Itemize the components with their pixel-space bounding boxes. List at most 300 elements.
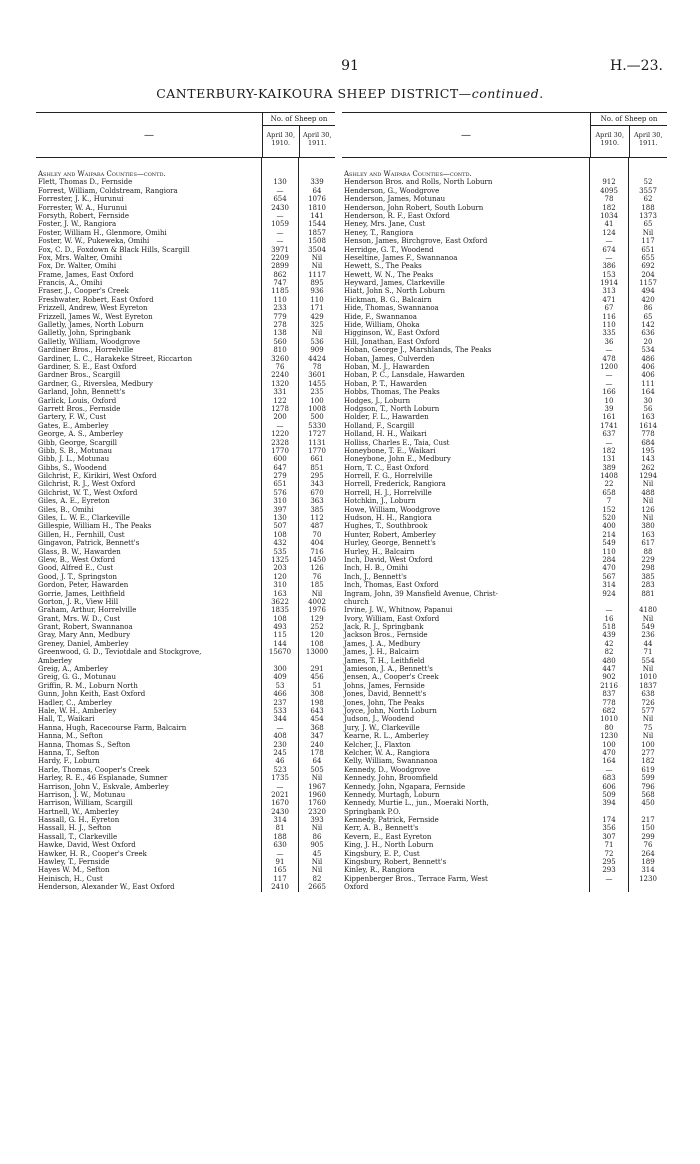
sheep-count-header: No. of Sheep on: [263, 113, 335, 126]
sheep-1910: —: [605, 765, 613, 774]
owner-name: Fox, Dr. Walter, Omihi: [38, 262, 117, 271]
sheep-1911: Nil: [642, 514, 654, 523]
sheep-1910: 471: [602, 295, 616, 304]
sheep-1911: 638: [641, 690, 655, 699]
sheep-1911: Nil: [311, 589, 323, 598]
sheep-1911: 178: [310, 748, 324, 757]
sheep-1911: 661: [310, 455, 324, 464]
sheep-1910: 152: [602, 505, 616, 514]
owner-name: Francis, A., Omihi: [38, 279, 103, 288]
sheep-1910: 533: [273, 707, 287, 715]
owner-name: Inch, Thomas, East Oxford: [344, 581, 439, 590]
sheep-1911: 112: [310, 514, 324, 523]
owner-name: James, J. A., Medbury: [344, 639, 421, 648]
sheep-1911: 56: [643, 404, 653, 413]
owner-name: Kennedy, Murtagh, Loburn: [344, 790, 440, 799]
owner-name: Gibb, S. B., Motunau: [38, 446, 112, 455]
sheep-1910: 331: [273, 388, 287, 397]
sheep-1911: 198: [310, 698, 324, 707]
sheep-1911: 1076: [308, 195, 326, 204]
sheep-1911: Nil: [311, 253, 323, 262]
sheep-1910-values: [590, 158, 628, 892]
owner-name: Gilchrist, R. J., West Oxford: [38, 480, 136, 489]
sheep-1911: 363: [310, 497, 324, 506]
owner-name: Giles, A. E., Eyreton: [38, 497, 110, 506]
sheep-1910: 131: [602, 455, 616, 464]
owner-name: Henderson, John Robert, South Loburn: [344, 203, 484, 212]
page-title: [0, 86, 700, 101]
owner-name: Forsyth, Robert, Fernside: [38, 211, 129, 220]
sheep-1910: 108: [273, 530, 287, 539]
sheep-1910: —: [276, 237, 284, 246]
sheep-1911: 110: [310, 295, 324, 304]
sheep-1911: 277: [641, 748, 655, 757]
sheep-1911-values: [298, 158, 335, 892]
sheep-1911: 314: [641, 866, 655, 875]
owner-name: Jensen, A., Cooper's Creek: [344, 673, 439, 682]
owner-name: Henderson, G., Woodgrove: [344, 186, 440, 195]
sheep-1911: 936: [310, 287, 324, 296]
sheep-1910: 81: [275, 824, 285, 833]
owner-name: Hurley, H., Balcairn: [344, 547, 415, 556]
sheep-1911: 881: [641, 589, 655, 598]
owner-name: Freshwater, Robert, East Oxford: [38, 295, 154, 304]
sheep-1911: 1508: [308, 237, 326, 246]
year-1910-header: April 30, 1910.: [595, 131, 625, 147]
sheep-1910: 46: [275, 757, 285, 766]
left-column-header: [36, 112, 335, 158]
sheep-1911: 217: [641, 816, 655, 825]
sheep-1911: 339: [310, 178, 324, 187]
sheep-1911: 150: [641, 824, 655, 833]
owner-name: Foster, J. W., Rangiora: [38, 220, 117, 229]
owner-name: Kinley, R., Rangiora: [344, 866, 415, 875]
sheep-1911: 88: [643, 547, 653, 556]
sheep-1910: 117: [273, 874, 287, 883]
owner-name: Gibbs, S., Woodend: [38, 463, 107, 472]
sheep-1910: 674: [602, 245, 616, 254]
section-heading: Ashley and Waipara Counties—contd.: [344, 170, 472, 178]
sheep-1911: 393: [310, 816, 324, 825]
owner-name: Good, J. T., Springston: [38, 572, 117, 581]
owner-name: Gardner Bros., Scargill: [38, 371, 121, 380]
owner-name: Irvine, J. W., Whitnow, Papanui: [344, 606, 453, 615]
owner-name: Honeybone, John E., Medbury: [344, 455, 451, 464]
owner-name: Hughes, T., Southbrook: [344, 522, 428, 531]
sheep-1910: 409: [273, 673, 287, 682]
owner-name: Herridge, G. T., Woodend: [344, 245, 434, 254]
sheep-1910: 76: [275, 362, 285, 371]
sheep-1911: 4002: [308, 597, 326, 606]
sheep-1910: 22: [604, 480, 614, 489]
owner-name: Garlick, Louis, Oxford: [38, 396, 117, 405]
sheep-1910: 902: [602, 673, 616, 682]
sheep-1910: —: [605, 379, 613, 388]
sheep-1910: 71: [604, 841, 614, 850]
sheep-1910: —: [605, 606, 613, 615]
owner-name: Hurley, George, Bennett's: [344, 539, 436, 548]
owner-name: Johns, James, Fernside: [344, 681, 425, 690]
owner-name: church: [344, 597, 369, 606]
sheep-1911: 295: [310, 472, 324, 481]
sheep-1911: 380: [641, 522, 655, 531]
sheep-1911: 2320: [308, 807, 326, 816]
sheep-1910: 647: [273, 463, 287, 472]
sheep-1910: —: [276, 421, 284, 430]
sheep-1910: 2116: [600, 681, 618, 690]
sheep-1911: Nil: [311, 774, 323, 783]
sheep-1911: 1010: [639, 673, 657, 682]
sheep-1910: 549: [602, 539, 616, 548]
sheep-1911: 108: [310, 639, 324, 648]
owner-name: Fraser, J., Cooper's Creek: [38, 287, 129, 296]
sheep-1911: 343: [310, 480, 324, 489]
sheep-1910: 651: [273, 480, 287, 489]
sheep-1910: 470: [602, 748, 616, 757]
owner-name: Greig, A., Amberley: [38, 665, 108, 674]
owner-name: Galletly, William, Woodgrove: [38, 337, 140, 346]
owner-name: Ingram, John, 39 Mansfield Avenue, Christ-: [344, 589, 498, 598]
sheep-1910: 523: [273, 765, 287, 774]
owner-name: Henson, James, Birchgrove, East Oxford: [344, 237, 488, 246]
owner-name: Gilchrist, F., Kirikiri, West Oxford: [38, 472, 157, 481]
sheep-1911: Nil: [642, 228, 654, 237]
left-column: [36, 112, 335, 892]
owner-name: Flett, Thomas D., Fernside: [38, 178, 133, 187]
sheep-1910: 67: [604, 304, 614, 313]
owner-name: Kennedy, John, Ngapara, Fernside: [344, 782, 466, 791]
sheep-1911: 171: [310, 304, 324, 313]
sheep-1910: —: [605, 438, 613, 447]
owner-name: Hewett, S., The Peaks: [344, 262, 422, 271]
owner-name: Jackson Bros., Fernside: [344, 631, 428, 640]
sheep-1911: 534: [641, 346, 655, 355]
sheep-1911: 2665: [308, 883, 326, 892]
owner-name: Hoban, James, Culverden: [344, 354, 435, 363]
sheep-1910: —: [605, 346, 613, 355]
sheep-1911: 298: [641, 564, 655, 573]
sheep-1910: 470: [602, 564, 616, 573]
sheep-1910: 637: [602, 430, 616, 439]
sheep-1911: 76: [312, 572, 322, 581]
owner-name: Hodgson, T., North Loburn: [344, 404, 440, 413]
sheep-1910: 230: [273, 740, 287, 749]
sheep-1910: 237: [273, 698, 287, 707]
owner-name: Greney, Daniel, Amberley: [38, 639, 129, 648]
owner-name: Hotchkin, J., Loburn: [344, 497, 416, 506]
sheep-1911: 778: [641, 430, 655, 439]
sheep-1911: 20: [643, 337, 653, 346]
sheep-1911: 100: [641, 740, 655, 749]
sheep-1910: 130: [273, 178, 287, 187]
owner-name: Howe, William, Woodgrove: [344, 505, 440, 514]
sheep-1910: 310: [273, 581, 287, 590]
sheep-1910: 2410: [271, 883, 289, 892]
sheep-1910: 42: [604, 639, 614, 648]
sheep-1910: 188: [273, 832, 287, 841]
sheep-1910: 15670: [268, 648, 292, 657]
sheep-1911: Nil: [311, 329, 323, 338]
sheep-1910: 408: [273, 732, 287, 741]
sheep-1910: 307: [602, 832, 616, 841]
right-table-body: [342, 158, 667, 892]
sheep-1910: 4095: [600, 186, 618, 195]
sheep-1910: 778: [602, 698, 616, 707]
sheep-1910: 447: [602, 665, 616, 674]
sheep-1911: 549: [641, 623, 655, 632]
sheep-1910-values: [262, 158, 298, 892]
owner-name: Harle, Thomas, Cooper's Creek: [38, 765, 150, 774]
year-1910-header: April 30, 1910.: [266, 131, 296, 147]
owner-name: Horrell, H. J., Horrelville: [344, 488, 432, 497]
sheep-1911: 52: [643, 178, 653, 187]
sheep-1910: 1185: [271, 287, 289, 296]
owner-name: Jack, R. J., Springbank: [344, 623, 424, 632]
sheep-1910: 182: [602, 203, 616, 212]
sheep-1911: 619: [641, 765, 655, 774]
sheep-1911: 1770: [308, 446, 326, 455]
owner-name: Hadler, C., Amberley: [38, 698, 112, 707]
sheep-1910: 658: [602, 488, 616, 497]
owner-name: James, T. H., Leithfield: [344, 656, 425, 665]
owner-name: Inch, H. B., Omihi: [344, 564, 408, 573]
sheep-1911: 651: [641, 245, 655, 254]
sheep-1910: [590, 808, 628, 816]
owner-name: Frizzell, James W., West Eyreton: [38, 312, 153, 321]
owner-name: Greig, G. G., Motunau: [38, 673, 116, 682]
sheep-1911: 450: [641, 799, 655, 808]
sheep-1910: 314: [602, 581, 616, 590]
owner-name: Hanna, M., Sefton: [38, 732, 103, 741]
sheep-1911: 325: [310, 321, 324, 330]
sheep-1910: 439: [602, 631, 616, 640]
sheep-1911: 1131: [308, 438, 326, 447]
sheep-1910: 165: [273, 866, 287, 875]
owner-name: Gordon, Peter, Hawarden: [38, 581, 129, 590]
owner-name: Galletly, James, North Loburn: [38, 321, 144, 330]
right-column-header: [342, 112, 667, 158]
sheep-1911: 229: [641, 555, 655, 564]
right-column: [342, 112, 667, 892]
owner-name: Gardiner, S. E., East Oxford: [38, 362, 137, 371]
sheep-1910: 72: [604, 849, 614, 858]
sheep-1910: 164: [602, 757, 616, 766]
sheep-1910: —: [276, 723, 284, 732]
owner-name: Harley, R. E., 46 Esplanade, Sumner: [38, 774, 168, 783]
sheep-1911: 143: [641, 455, 655, 464]
sheep-1911: 494: [641, 287, 655, 296]
sheep-1910: 862: [273, 270, 287, 279]
sheep-1910: 2021: [271, 790, 289, 799]
sheep-1911: 236: [641, 631, 655, 640]
sheep-1910: 1735: [271, 774, 289, 783]
owner-name: Gartery, F. W., Cust: [38, 413, 107, 422]
sheep-1910: 1200: [600, 362, 618, 371]
sheep-1910: 161: [602, 413, 616, 422]
sheep-1911: 1857: [308, 228, 326, 237]
sheep-1910: 394: [602, 799, 616, 808]
sheep-1911: 62: [643, 195, 653, 204]
owner-name: Ivory, William, East Oxford: [344, 614, 440, 623]
sheep-1911: 895: [310, 279, 324, 288]
owner-name: Hoban, M. J., Hawarden: [344, 362, 430, 371]
sheep-1910: 122: [273, 396, 287, 405]
sheep-1910: 2328: [271, 438, 289, 447]
owner-name: Graham, Arthur, Horrelville: [38, 606, 137, 615]
sheep-1911: 716: [310, 547, 324, 556]
sheep-1910: 1230: [600, 732, 618, 741]
sheep-1910: 110: [602, 321, 616, 330]
sheep-1910: 163: [273, 589, 287, 598]
owner-name: Oxford: [344, 883, 369, 892]
sheep-1910: 1320: [271, 379, 289, 388]
sheep-1911: 420: [641, 295, 655, 304]
sheep-1910: 560: [273, 337, 287, 346]
owner-name: Gorrie, James, Leithfield: [38, 589, 126, 598]
owner-name: George, A. S., Amberley: [38, 430, 124, 439]
owner-name: Good, Alfred E., Cust: [38, 564, 114, 573]
owner-name: Hodges, J., Loburn: [344, 396, 411, 405]
sheep-1910: [590, 598, 628, 606]
owner-name: Hanna, Hugh, Racecourse Farm, Balcairn: [38, 723, 187, 732]
owner-name: Harrison, John V., Eskvale, Amberley: [38, 782, 169, 791]
sheep-1911: 1976: [308, 606, 326, 615]
sheep-1910: 3260: [271, 354, 289, 363]
sheep-1910: 182: [602, 446, 616, 455]
document-code: H.—23.: [610, 58, 663, 74]
sheep-1910: 130: [273, 514, 287, 523]
sheep-1910: —: [605, 874, 613, 883]
owner-name: Hale, W. H., Amberley: [38, 707, 117, 715]
sheep-1911: 64: [312, 757, 322, 766]
owner-name: Giles, L. W. E., Clarkeville: [38, 514, 130, 523]
owner-name: Henderson, Alexander W., East Oxford: [38, 883, 175, 892]
owner-name: King, J. H., North Loburn: [344, 841, 434, 850]
sheep-1911: 262: [641, 463, 655, 472]
sheep-1911: 76: [643, 841, 653, 850]
owner-name: Hayes W. M., Sefton: [38, 866, 110, 875]
sheep-1910: 682: [602, 707, 616, 715]
sheep-1911: 142: [641, 321, 655, 330]
owner-name: Amberley: [38, 656, 72, 665]
owner-name: Holder, F. L., Hawarden: [344, 413, 429, 422]
name-header: —: [36, 113, 263, 157]
sheep-1911: 283: [641, 581, 655, 590]
sheep-1910: 174: [602, 816, 616, 825]
sheep-1911: 86: [312, 832, 322, 841]
sheep-1911: 164: [641, 388, 655, 397]
sheep-1910: 493: [273, 623, 287, 632]
owner-name: Gillen, H., Fernhill, Cust: [38, 530, 125, 539]
owner-name: Hobbs, Thomas, The Peaks: [344, 388, 440, 397]
sheep-1911: Nil: [311, 262, 323, 271]
owner-name: Harrison, J. W., Motunau: [38, 790, 126, 799]
sheep-1910: 313: [602, 287, 616, 296]
sheep-1911: 204: [641, 270, 655, 279]
sheep-1910: 480: [602, 656, 616, 665]
sheep-1910: 53: [275, 681, 285, 690]
sheep-1911: 1837: [639, 681, 657, 690]
owner-name: Kingsbury, E. P., Cust: [344, 849, 420, 858]
owner-name: Kelcher, W. A., Rangiora: [344, 748, 430, 757]
owner-name: Kennedy, Patrick, Fernside: [344, 816, 439, 825]
sheep-1910: 2240: [271, 371, 289, 380]
owner-name: Hanna, T., Sefton: [38, 748, 100, 757]
sheep-1910: 203: [273, 564, 287, 573]
sheep-1911: 456: [310, 673, 324, 682]
owner-name: Giles, B., Omihi: [38, 505, 94, 514]
sheep-1911: 117: [641, 237, 655, 246]
sheep-1911: 51: [312, 681, 322, 690]
sheep-1911: 909: [310, 346, 324, 355]
sheep-1910: 82: [604, 648, 614, 657]
sheep-1910: 535: [273, 547, 287, 556]
owner-name: Kevern, E., East Eyreton: [344, 832, 432, 841]
sheep-1911: Nil: [311, 858, 323, 867]
sheep-1910: 1034: [600, 211, 618, 220]
sheep-1911: 500: [310, 413, 324, 422]
owner-name: Greenwood, G. D., Teviotdale and Stockgrove,: [38, 648, 202, 657]
owner-name: Heinisch, H., Cust: [38, 874, 103, 883]
owner-name: Gardner, G., Riverslea, Medbury: [38, 379, 153, 388]
sheep-1911: 100: [310, 396, 324, 405]
sheep-1911: 796: [641, 782, 655, 791]
owner-name: Kelcher, J., Flaxton: [344, 740, 411, 749]
owner-name: Forrester, W. A., Hurunui: [38, 203, 127, 212]
sheep-1911: 1760: [308, 799, 326, 808]
sheep-1911: 1967: [308, 782, 326, 791]
owner-name: Gibb, J. L., Motunau: [38, 455, 110, 464]
sheep-1911: 670: [310, 488, 324, 497]
sheep-1910: 747: [273, 279, 287, 288]
sheep-1911: 1810: [308, 203, 326, 212]
owner-name: Foster, William H., Glenmore, Omihi: [38, 228, 167, 237]
sheep-1911: [629, 598, 667, 606]
owner-name: Inch, J., Bennett's: [344, 572, 407, 581]
sheep-1910: 10: [604, 396, 614, 405]
sheep-1911: 368: [310, 723, 324, 732]
sheep-1911: Nil: [642, 715, 654, 724]
owner-name: Hawley, T., Fernside: [38, 858, 110, 867]
sheep-1911: 70: [312, 530, 322, 539]
sheep-1911: 1614: [639, 421, 657, 430]
owner-name: Garland, John, Bennett's: [38, 388, 126, 397]
sheep-1910: 912: [602, 178, 616, 187]
owner-name: Heney, Mrs. Jane, Cust: [344, 220, 426, 229]
sheep-1911: 163: [641, 530, 655, 539]
sheep-1910: —: [276, 186, 284, 195]
sheep-1910: [590, 883, 628, 891]
owner-name: Kerr, A. B., Bennett's: [344, 824, 419, 833]
sheep-1910: 600: [273, 455, 287, 464]
owner-name: James, J. H., Balcairn: [344, 648, 420, 657]
owner-name: Kelly, William, Swannanoa: [344, 757, 438, 766]
sheep-1911: 488: [641, 488, 655, 497]
owner-name: Heseltine, James F., Swannanoa: [344, 253, 458, 262]
sheep-1911: 5330: [308, 421, 326, 430]
sheep-1910: 1278: [271, 404, 289, 413]
sheep-1910: 100: [602, 740, 616, 749]
owner-name: Hide, F., Swannanoa: [344, 312, 417, 321]
sheep-1910: 466: [273, 690, 287, 699]
sheep-1911: 726: [641, 698, 655, 707]
owner-name: Inch, David, West Oxford: [344, 555, 433, 564]
sheep-1910: 78: [604, 195, 614, 204]
sheep-1911: 406: [641, 371, 655, 380]
owner-name: Hardy, F., Loburn: [38, 757, 100, 766]
sheep-1911: 1230: [639, 874, 657, 883]
owner-name: Honeybone, T. E., Waikari: [344, 446, 436, 455]
